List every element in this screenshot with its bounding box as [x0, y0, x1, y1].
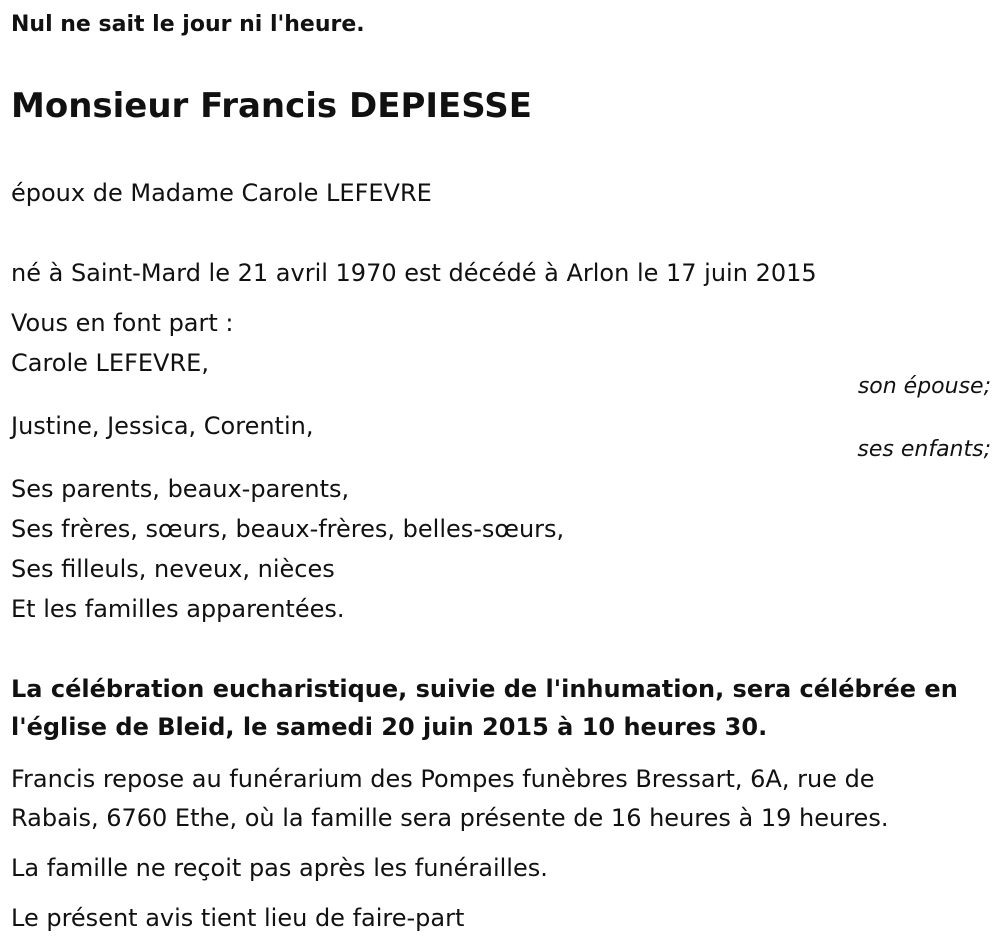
intro-text: Nul ne sait le jour ni l'heure. — [11, 12, 365, 37]
ceremony-line: l'église de Bleid, le samedi 20 juin 2015 à 10 heures 30. — [11, 713, 768, 741]
no-reception-line: La famille ne reçoit pas après les funérailles. — [11, 854, 548, 882]
ceremony-line: La célébration eucharistique, suivie de l'inhumation, sera célébrée en — [11, 675, 958, 703]
spouse-role: son épouse; — [857, 374, 991, 399]
birth-death-line: né à Saint-Mard le 21 avril 1970 est décédé à Arlon le 17 juin 2015 — [11, 259, 817, 287]
funerarium-line: Rabais, 6760 Ethe, où la famille sera présente de 16 heures à 19 heures. — [11, 804, 889, 832]
spouse-name: Carole LEFEVRE, — [11, 349, 209, 377]
spouse-line: époux de Madame Carole LEFEVRE — [11, 179, 432, 207]
relatives-line: Ses filleuls, neveux, nièces — [11, 555, 335, 583]
funerarium-line: Francis repose au funérarium des Pompes funèbres Bressart, 6A, rue de — [11, 765, 875, 793]
children-role: ses enfants; — [857, 437, 991, 462]
children-names: Justine, Jessica, Corentin, — [11, 412, 314, 440]
relatives-line: Ses parents, beaux-parents, — [11, 475, 350, 503]
announcement-line: Vous en font part : — [11, 309, 234, 337]
relatives-line: Ses frères, sœurs, beaux-frères, belles-sœurs, — [11, 515, 565, 543]
notice-line: Le présent avis tient lieu de faire-part — [11, 904, 465, 932]
relatives-line: Et les familles apparentées. — [11, 595, 345, 623]
deceased-name: Monsieur Francis DEPIESSE — [11, 86, 532, 126]
